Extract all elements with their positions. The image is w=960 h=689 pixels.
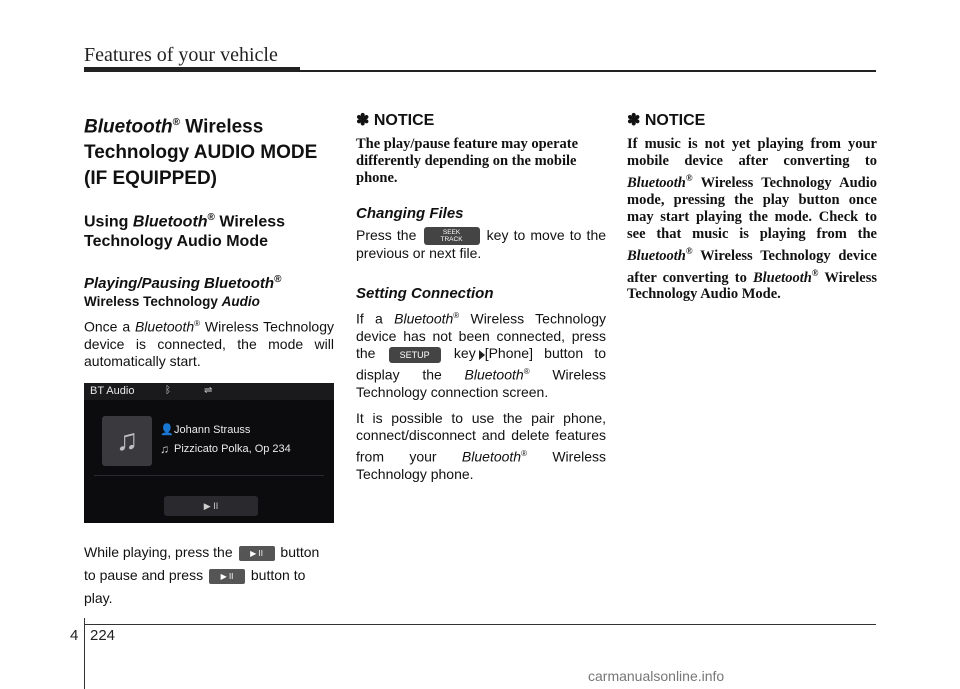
song-title: Pizzicato Polka, Op 234 (174, 442, 291, 455)
changing-b: key to move to the previous or next file. (356, 227, 607, 262)
setup-key-icon: SETUP (389, 347, 441, 363)
n-reg1: ® (685, 173, 693, 183)
n-c: Wireless Technology device after converting to (627, 247, 877, 286)
subsection-heading (84, 208, 334, 250)
changing-files-heading: Changing Files (356, 205, 464, 222)
heading-reg: ® (172, 117, 181, 128)
p2-a: While playing, press the (84, 543, 233, 560)
page-number: 224 (90, 627, 116, 644)
chapter-number: 4 (70, 627, 79, 644)
screen-title: BT Audio (90, 384, 135, 397)
play-pause-icon: ▶ II (239, 546, 275, 561)
pair-phone-paragraph (356, 410, 606, 484)
set-brand: Bluetooth (394, 310, 454, 327)
using-rest: Wireless (214, 213, 286, 231)
music-note-icon: ♫ (115, 423, 139, 457)
p3-a: It is possible to use the pair phone, connect/disconnect and delete features from your (356, 409, 606, 465)
p3-b: Wireless Technology phone. (356, 448, 607, 482)
header-rule (300, 70, 876, 72)
notice-body-2 (627, 136, 877, 303)
notice-title-2: ✽ NOTICE (627, 112, 706, 129)
bluetooth-icon: ᛒ (165, 384, 171, 396)
n-d: Wireless Technology Audio Mode. (627, 269, 878, 303)
seek-track-key-icon (424, 227, 480, 245)
playing-sub-a: Wireless Technology (84, 293, 222, 309)
p3-brand: Bluetooth (461, 448, 522, 465)
footer-divider (84, 618, 85, 689)
set-b: Wireless Technology device has not been connected, press the (356, 310, 606, 362)
setting-connection-heading: Setting Connection (356, 284, 494, 302)
artist-name: Johann Strauss (174, 423, 251, 436)
p1-reg: ® (194, 318, 201, 328)
set-reg: ® (453, 310, 460, 320)
set-brand2: Bluetooth (464, 366, 524, 383)
footer-rule (84, 624, 876, 625)
n-brand2: Bluetooth (627, 247, 686, 264)
n-brand1: Bluetooth (627, 174, 686, 191)
play-pause-icon: ▶ II (209, 569, 245, 584)
playing-heading (84, 271, 334, 293)
bt-audio-screen (84, 383, 334, 523)
p1-b: Wireless Technology device is connected, the mode will automatically start. (84, 318, 334, 370)
set-reg2: ® (523, 366, 530, 376)
notice-title: ✽ NOTICE (356, 112, 435, 129)
header-bar (84, 67, 300, 72)
p2-c: button to play. (84, 566, 306, 606)
heading-line2: Technology AUDIO MODE (84, 142, 318, 164)
column-middle (356, 110, 606, 483)
n-b: Wireless Technology Audio mode, pressing the play button once may start playing the mode. Check to see that music is playing from the (627, 174, 877, 242)
p3-reg: ® (521, 448, 527, 458)
using-line2: Technology Audio Mode (84, 232, 268, 250)
heading-line3: (IF EQUIPPED) (84, 168, 218, 190)
n-reg2: ® (685, 245, 693, 256)
playing-sub-b: Audio (221, 293, 260, 309)
paragraph-autostart (84, 315, 334, 371)
track-label: TRACK (440, 236, 463, 244)
n-a: If music is not yet playing from your mobile device after converting to (627, 136, 877, 169)
p1-a: Once a (84, 318, 135, 335)
setting-connection-paragraph (356, 307, 606, 402)
changing-files-paragraph (356, 227, 606, 263)
n-reg3: ® (811, 267, 819, 278)
play-pause-button[interactable]: ▶ II (164, 496, 258, 516)
seek-label: SEEK (442, 229, 461, 237)
column-left (84, 110, 334, 610)
song-icon: ♫ (160, 441, 169, 456)
playing-reg: ® (274, 273, 282, 285)
screen-divider (94, 475, 324, 476)
using-reg: ® (207, 212, 215, 224)
using-brand: Bluetooth (132, 213, 208, 231)
heading-rest: Wireless (180, 116, 264, 138)
column-right (627, 110, 877, 303)
set-c: key (453, 345, 476, 362)
playing-title: Playing/Pausing Bluetooth (84, 274, 275, 292)
changing-a: Press the (356, 227, 417, 243)
artist-icon: 👤 (160, 423, 174, 436)
p1-brand: Bluetooth (134, 318, 195, 335)
set-d: [Phone] button to display the (356, 345, 606, 383)
set-a: If a (356, 310, 395, 327)
section-heading (84, 110, 334, 192)
p2-b: button to pause and press (84, 543, 320, 583)
paragraph-play-pause (84, 541, 334, 610)
usb-icon: ⇌ (204, 384, 213, 396)
using-prefix: Using (84, 213, 133, 231)
notice-body: The play/pause feature may operate differently depending on the mobile phone. (356, 136, 579, 186)
header-title: Features of your vehicle (84, 44, 278, 66)
watermark: carmanualsonline.info (588, 668, 725, 684)
set-e: Wireless Technology connection screen. (356, 366, 606, 401)
playing-subheading (84, 293, 334, 311)
n-brand3: Bluetooth (752, 269, 812, 286)
heading-brand: Bluetooth (84, 116, 173, 138)
album-art (102, 416, 152, 466)
